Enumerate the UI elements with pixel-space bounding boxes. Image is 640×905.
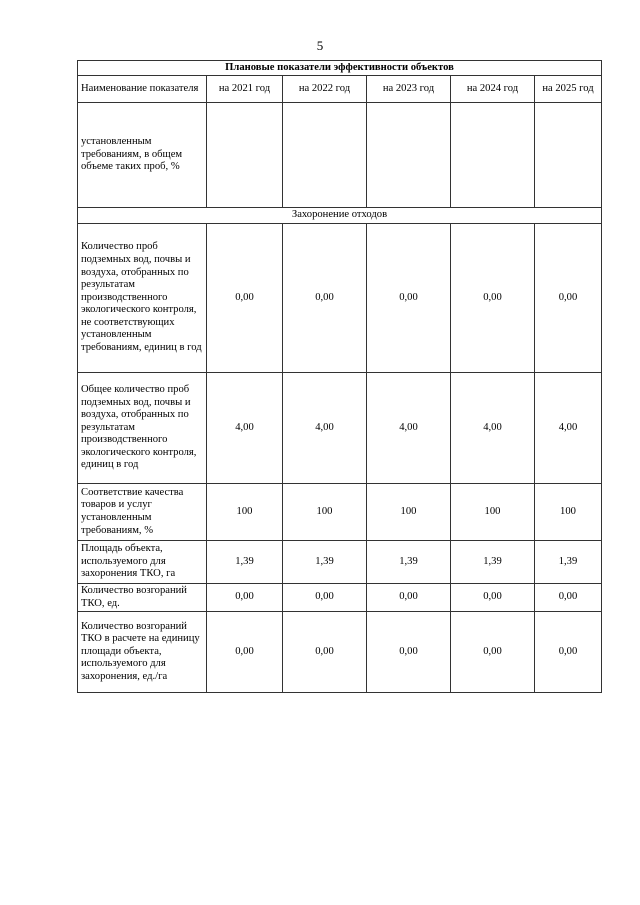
row-value: 4,00 (283, 373, 367, 484)
header-row (78, 76, 602, 103)
row-value: 4,00 (207, 373, 283, 484)
performance-table (77, 60, 602, 693)
row-name: Количество возгораний ТКО, ед. (78, 584, 207, 612)
row-value: 0,00 (451, 584, 535, 612)
header-year: на 2024 год (451, 76, 535, 103)
row-value: 0,00 (535, 584, 602, 612)
row-value: 0,00 (283, 224, 367, 373)
row-value: 0,00 (207, 224, 283, 373)
table-row (78, 484, 602, 541)
header-year: на 2021 год (207, 76, 283, 103)
row-value: 0,00 (367, 224, 451, 373)
header-year: на 2022 год (283, 76, 367, 103)
row-value: 0,00 (367, 584, 451, 612)
row-name: Площадь объекта, используемого для захоронения ТКО, га (78, 541, 207, 584)
row-value: 100 (451, 484, 535, 541)
table-row (78, 584, 602, 612)
header-year: на 2023 год (367, 76, 451, 103)
row-value: 1,39 (535, 541, 602, 584)
table-row (78, 612, 602, 693)
row-value: 1,39 (207, 541, 283, 584)
page-number: 5 (316, 38, 324, 53)
row-value: 0,00 (535, 612, 602, 693)
row-value: 1,39 (367, 541, 451, 584)
row-value: 4,00 (535, 373, 602, 484)
row-name: установленным требованиям, в общем объеме таких проб, % (78, 103, 207, 208)
row-value: 100 (283, 484, 367, 541)
row-value: 4,00 (367, 373, 451, 484)
row-value: 0,00 (207, 584, 283, 612)
section-title: Захоронение отходов (78, 208, 602, 224)
row-value: 1,39 (451, 541, 535, 584)
row-name: Количество проб подземных вод, почвы и воздуха, отобранных по результатам производственного экологического контроля, не соответствующих установленным требованиям, единиц в год (78, 224, 207, 373)
row-value: 100 (535, 484, 602, 541)
row-name: Общее количество проб подземных вод, почвы и воздуха, отобранных по результатам производственного экологического контроля, единиц в год (78, 373, 207, 484)
row-name: Количество возгораний ТКО в расчете на единицу площади объекта, используемого для захоронения, ед./га (78, 612, 207, 693)
row-value: 100 (207, 484, 283, 541)
row-value: 1,39 (283, 541, 367, 584)
table-row (78, 224, 602, 373)
table-row (78, 103, 602, 208)
table-title: Плановые показатели эффективности объектов (78, 61, 602, 76)
table-row (78, 541, 602, 584)
row-value: 0,00 (367, 612, 451, 693)
header-year: на 2025 год (535, 76, 602, 103)
row-name: Соответствие качества товаров и услуг установленным требованиям, % (78, 484, 207, 541)
row-value: 4,00 (451, 373, 535, 484)
row-value: 0,00 (283, 584, 367, 612)
row-value: 0,00 (451, 612, 535, 693)
row-value: 100 (367, 484, 451, 541)
row-value: 0,00 (535, 224, 602, 373)
header-name: Наименование показателя (78, 76, 207, 103)
row-value: 0,00 (207, 612, 283, 693)
row-value: 0,00 (283, 612, 367, 693)
row-value: 0,00 (451, 224, 535, 373)
table-row (78, 373, 602, 484)
